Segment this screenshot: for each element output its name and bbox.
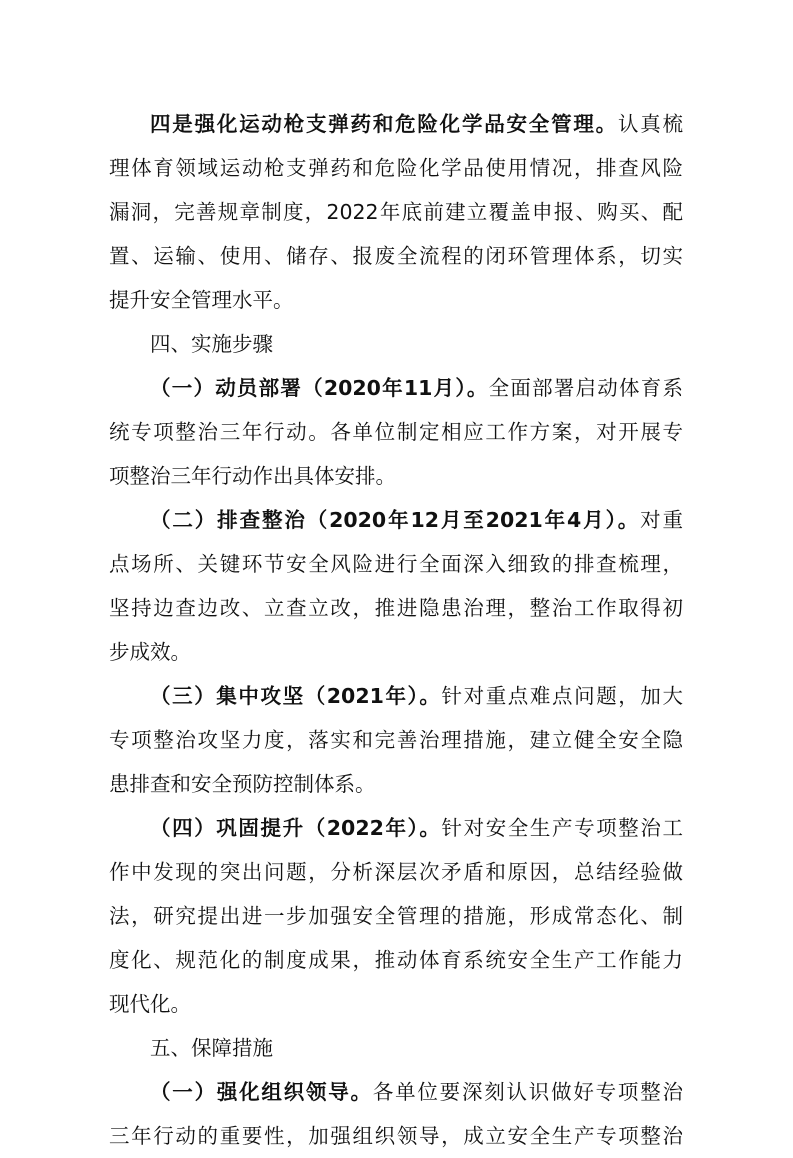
paragraph-line: 项整治三年行动作出具体安排。 <box>109 464 396 488</box>
paragraph-lead: （一）强化组织领导。 <box>150 1080 373 1104</box>
paragraph-lead: （二）排查整治（2020年12月至2021年4月）。 <box>150 508 641 532</box>
paragraph-text: 全面部署启动体育系 <box>488 376 683 400</box>
paragraph-line: 专项整治攻坚力度，落实和完善治理措施，建立健全安全隐 <box>109 728 683 752</box>
paragraph-line <box>150 674 683 718</box>
paragraph-lead: （一）动员部署（2020年11月）。 <box>150 376 489 400</box>
paragraph-line: 统专项整治三年行动。各单位制定相应工作方案，对开展专 <box>109 420 683 444</box>
paragraph-line: 坚持边查边改、立查立改，推进隐患治理，整治工作取得初 <box>109 596 683 620</box>
paragraph-text: 各单位要深刻认识做好专项整治 <box>372 1080 684 1104</box>
paragraph-line: 点场所、关键环节安全风险进行全面深入细致的排查梳理， <box>109 552 683 576</box>
paragraph-line: 提升安全管理水平。 <box>109 288 294 312</box>
section-heading: 五、保障措施 <box>150 1036 273 1060</box>
paragraph-line: 三年行动的重要性，加强组织领导，成立安全生产专项整治 <box>109 1124 683 1148</box>
paragraph-line <box>150 1070 683 1114</box>
paragraph-text: 针对重点难点问题，加大 <box>441 684 683 708</box>
paragraph-line <box>150 498 683 542</box>
paragraph-line <box>150 102 683 146</box>
section-heading: 四、实施步骤 <box>150 332 273 356</box>
paragraph-line: 步成效。 <box>109 640 191 664</box>
paragraph-line <box>150 366 683 410</box>
paragraph-text: 认真梳 <box>617 112 684 136</box>
paragraph-line: 患排查和安全预防控制体系。 <box>109 772 376 796</box>
paragraph-line: 法，研究提出进一步加强安全管理的措施，形成常态化、制 <box>109 904 683 928</box>
paragraph-line: 现代化。 <box>109 992 191 1016</box>
paragraph-text: 针对安全生产专项整治工 <box>441 816 683 840</box>
paragraph-line: 度化、规范化的制度成果，推动体育系统安全生产工作能力 <box>109 948 683 972</box>
paragraph-text: 对重 <box>640 508 684 532</box>
paragraph-line: 作中发现的突出问题，分析深层次矛盾和原因，总结经验做 <box>109 860 683 884</box>
paragraph-lead: （四）巩固提升（2022年）。 <box>150 816 442 840</box>
paragraph-line: 理体育领域运动枪支弹药和危险化学品使用情况，排查风险 <box>109 156 683 180</box>
paragraph-line <box>150 806 683 850</box>
paragraph-lead: 四是强化运动枪支弹药和危险化学品安全管理。 <box>150 112 618 136</box>
paragraph-lead: （三）集中攻坚（2021年）。 <box>150 684 442 708</box>
paragraph-line: 漏洞，完善规章制度，2022年底前建立覆盖申报、购买、配 <box>109 200 683 224</box>
paragraph-line: 置、运输、使用、储存、报废全流程的闭环管理体系，切实 <box>109 244 683 268</box>
